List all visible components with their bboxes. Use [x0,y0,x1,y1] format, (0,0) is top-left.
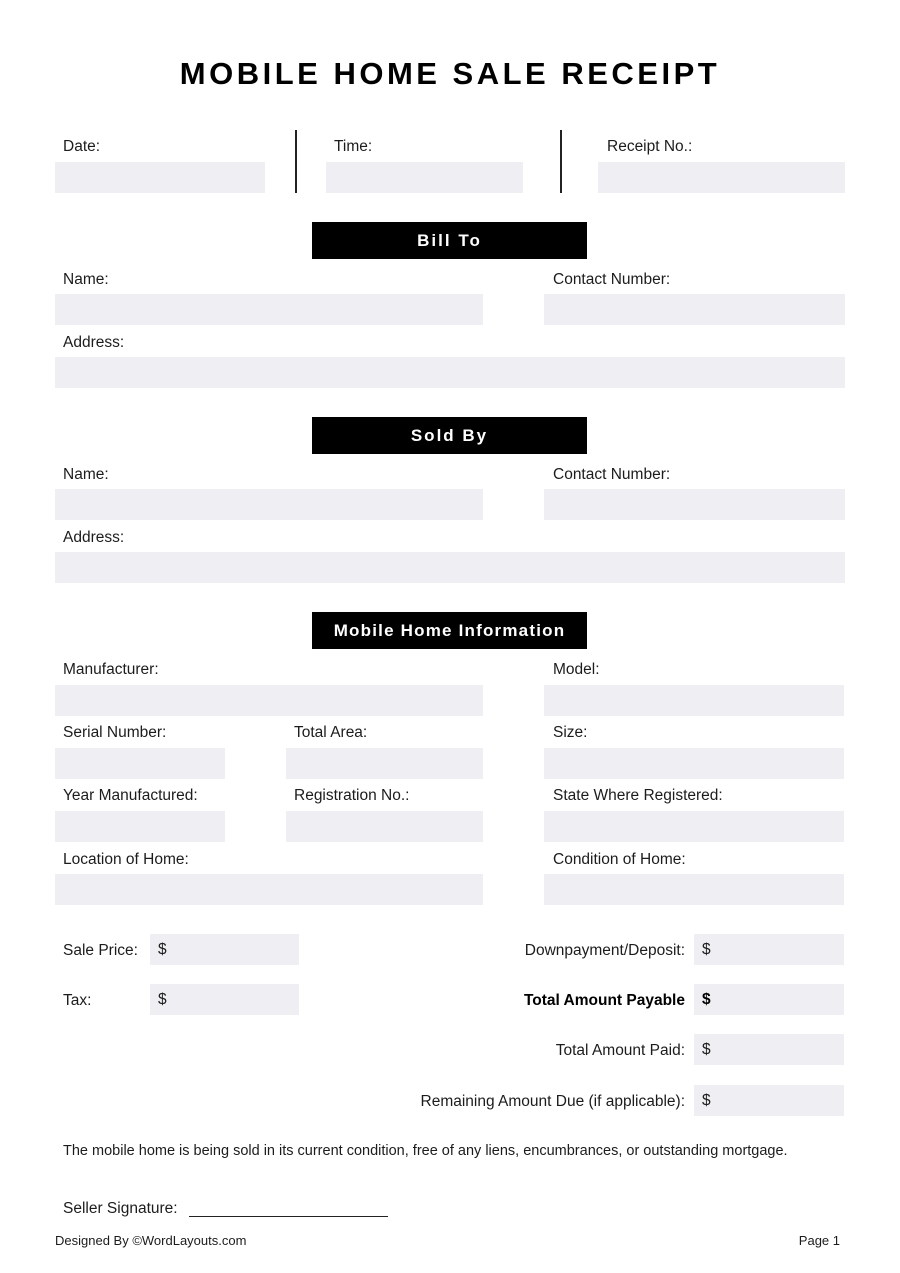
state-registered-label: State Where Registered: [553,787,723,804]
time-field[interactable] [326,162,523,193]
receipt-no-label: Receipt No.: [607,138,693,155]
sold-by-name-field[interactable] [55,489,483,520]
registration-no-field[interactable] [286,811,483,842]
currency-symbol: $ [702,1040,711,1058]
year-manufactured-field[interactable] [55,811,225,842]
manufacturer-field[interactable] [55,685,483,716]
bill-to-contact-field[interactable] [544,294,845,325]
size-label: Size: [553,724,588,741]
state-registered-field[interactable] [544,811,844,842]
currency-symbol: $ [702,990,711,1008]
bill-to-contact-label: Contact Number: [553,271,671,288]
divider-time-receipt [560,130,562,193]
currency-symbol: $ [158,990,167,1008]
downpayment-field[interactable] [694,934,844,965]
sold-by-contact-field[interactable] [544,489,845,520]
currency-symbol: $ [702,1091,711,1109]
manufacturer-label: Manufacturer: [63,661,159,678]
sale-price-label: Sale Price: [63,942,138,959]
model-label: Model: [553,661,600,678]
location-label: Location of Home: [63,851,189,868]
time-label: Time: [334,138,373,155]
total-payable-field[interactable] [694,984,844,1015]
currency-symbol: $ [158,940,167,958]
tax-field[interactable] [150,984,299,1015]
sold-by-address-field[interactable] [55,552,845,583]
sold-by-address-label: Address: [63,529,125,546]
serial-number-label: Serial Number: [63,724,167,741]
downpayment-label: Downpayment/Deposit: [524,942,685,959]
total-payable-label: Total Amount Payable [523,992,685,1009]
location-field[interactable] [55,874,483,905]
bill-to-name-field[interactable] [55,294,483,325]
bill-to-address-field[interactable] [55,357,845,388]
footer-credit: Designed By ©WordLayouts.com [55,1233,247,1248]
total-paid-field[interactable] [694,1034,844,1065]
year-manufactured-label: Year Manufactured: [63,787,198,804]
sale-price-field[interactable] [150,934,299,965]
serial-number-field[interactable] [55,748,225,779]
model-field[interactable] [544,685,844,716]
registration-no-label: Registration No.: [294,787,410,804]
sold-by-contact-label: Contact Number: [553,466,671,483]
seller-signature-label: Seller Signature: [63,1200,178,1217]
sold-by-name-label: Name: [63,466,109,483]
remaining-due-field[interactable] [694,1085,844,1116]
bill-to-address-label: Address: [63,334,125,351]
sold-by-header: Sold By [312,417,587,454]
size-field[interactable] [544,748,844,779]
page-title: MOBILE HOME SALE RECEIPT [179,56,721,91]
total-area-label: Total Area: [294,724,368,741]
disclaimer-text: The mobile home is being sold in its current condition, free of any liens, encumbrances, or outstanding mortgage. [63,1143,788,1159]
condition-label: Condition of Home: [553,851,686,868]
total-paid-label: Total Amount Paid: [555,1042,685,1059]
receipt-no-field[interactable] [598,162,845,193]
condition-field[interactable] [544,874,844,905]
remaining-due-label: Remaining Amount Due (if applicable): [420,1093,685,1110]
date-label: Date: [63,138,101,155]
home-info-header: Mobile Home Information [312,612,587,649]
page-number: Page 1 [798,1233,840,1248]
bill-to-name-label: Name: [63,271,109,288]
tax-label: Tax: [63,992,92,1009]
currency-symbol: $ [702,940,711,958]
seller-signature-line[interactable] [189,1216,388,1217]
date-field[interactable] [55,162,265,193]
bill-to-header: Bill To [312,222,587,259]
total-area-field[interactable] [286,748,483,779]
divider-date-time [295,130,297,193]
